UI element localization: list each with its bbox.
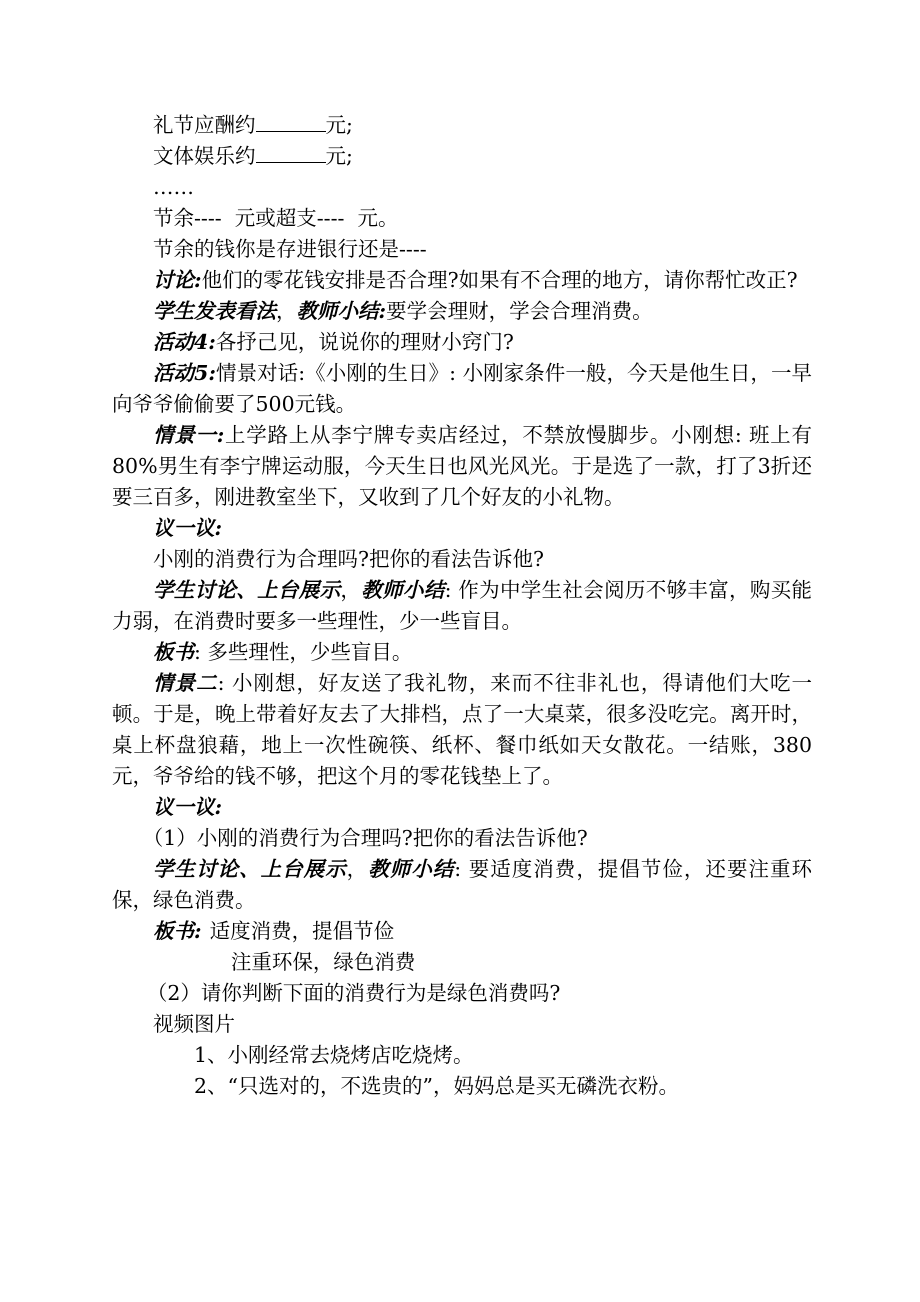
para-scene-2 xyxy=(112,668,812,792)
entertainment-blank[interactable] xyxy=(256,142,326,163)
entertainment-unit: 元; xyxy=(325,144,353,168)
para-question-1: 小刚的消费行为合理吗?把你的看法告诉他? xyxy=(153,547,544,571)
document-page xyxy=(112,110,812,1102)
para-board-2-cont: 注重环保，绿色消费 xyxy=(230,950,416,974)
activity-4-label: 活动4: xyxy=(153,330,216,354)
line-entertainment-expense xyxy=(112,141,812,172)
summary-2-text: : 要适度消费，提倡节俭，还要注重环保，绿色消费。 xyxy=(112,857,813,912)
summary-1-label-b: 教师小结 xyxy=(361,578,445,602)
list-item-2: 2、“只选对的，不选贵的”，妈妈总是买无磷洗衣粉。 xyxy=(194,1074,680,1098)
gift-label: 礼节应酬约 xyxy=(153,113,256,137)
para-activity-4 xyxy=(112,327,812,358)
summary-1-sep: ， xyxy=(340,578,362,602)
scene-1-label: 情景一: xyxy=(153,423,225,447)
summary-1-text: : 作为中学生社会阅历不够丰富，购买能力弱，在消费时要多一些理性，少一些盲目。 xyxy=(112,578,813,633)
list-item-1: 1、小刚经常去烧烤店吃烧烤。 xyxy=(194,1043,474,1067)
board-2-text: 适度消费，提倡节俭 xyxy=(209,919,395,943)
gift-blank[interactable] xyxy=(256,111,326,132)
para-discuss-2 xyxy=(112,792,812,823)
summary-2-label-b: 教师小结 xyxy=(368,857,455,881)
student-views-label: 学生发表看法 xyxy=(153,299,276,323)
student-views-sep: ， xyxy=(276,299,297,323)
activity-5-text: 情景对话:《小刚的生日》: 小刚家条件一般，今天是他生日，一早向爷爷偷偷要了500元钱。 xyxy=(112,361,812,416)
board-1-text: : 多些理性，少些盲目。 xyxy=(194,640,413,664)
activity-4-text: 各抒己见，说说你的理财小窍门? xyxy=(215,330,514,354)
scene-2-text: : 小刚想，好友送了我礼物，来而不往非礼也，得请他们大吃一顿。于是，晚上带着好友去了大排档，点了一大桌菜，很多没吃完。离开时，桌上杯盘狼藉，地上一次性碗筷、纸杯、餐巾纸如天女散花。一结账，380元，爷爷给的钱不够，把这个月的零花钱垫上了。 xyxy=(112,671,813,788)
para-scene-1 xyxy=(112,420,812,513)
teacher-summary-text: 要学会理财，学会合理消费。 xyxy=(386,299,653,323)
summary-2-sep: ， xyxy=(346,857,369,881)
line-gift-expense xyxy=(112,110,812,141)
para-summary-2 xyxy=(112,854,812,916)
scene-1-text: 上学路上从李宁牌专卖店经过，不禁放慢脚步。小刚想: 班上有80%男生有李宁牌运动服，今天生日也风光风光。于是选了一款，打了3折还要三百多，刚进教室坐下，又收到了几个好友的小礼物。 xyxy=(112,423,812,509)
board-1-label: 板书 xyxy=(153,640,194,664)
discuss-1-label: 议一议: xyxy=(153,516,223,540)
para-student-views xyxy=(112,296,812,327)
discuss-2-label: 议一议: xyxy=(153,795,223,819)
line-savings-question: 节余的钱你是存进银行还是---- xyxy=(153,237,427,261)
para-discussion xyxy=(112,265,812,296)
activity-5-label: 活动5: xyxy=(153,361,216,385)
gift-unit: 元; xyxy=(325,113,353,137)
line-ellipsis: …… xyxy=(153,175,194,199)
board-2-label: 板书: xyxy=(153,919,202,943)
para-video-images: 视频图片 xyxy=(153,1012,235,1036)
scene-2-label: 情景二 xyxy=(153,671,218,695)
para-question-3: （2）请你判断下面的消费行为是绿色消费吗? xyxy=(146,981,561,1005)
para-question-2: （1）小刚的消费行为合理吗?把你的看法告诉他? xyxy=(142,826,588,850)
line-surplus: 节余---- 元或超支---- 元。 xyxy=(153,206,399,230)
para-board-2 xyxy=(112,916,812,947)
entertainment-label: 文体娱乐约 xyxy=(153,144,256,168)
para-board-1 xyxy=(112,637,812,668)
summary-2-label-a: 学生讨论、上台展示 xyxy=(153,857,347,881)
discussion-label: 讨论: xyxy=(153,268,202,292)
para-activity-5 xyxy=(112,358,812,420)
para-summary-1 xyxy=(112,575,812,637)
teacher-summary-label: 教师小结: xyxy=(296,299,387,323)
discussion-text: 他们的零花钱安排是否合理?如果有不合理的地方，请你帮忙改正? xyxy=(201,268,798,292)
para-discuss-1 xyxy=(112,513,812,544)
summary-1-label-a: 学生讨论、上台展示 xyxy=(153,578,341,602)
